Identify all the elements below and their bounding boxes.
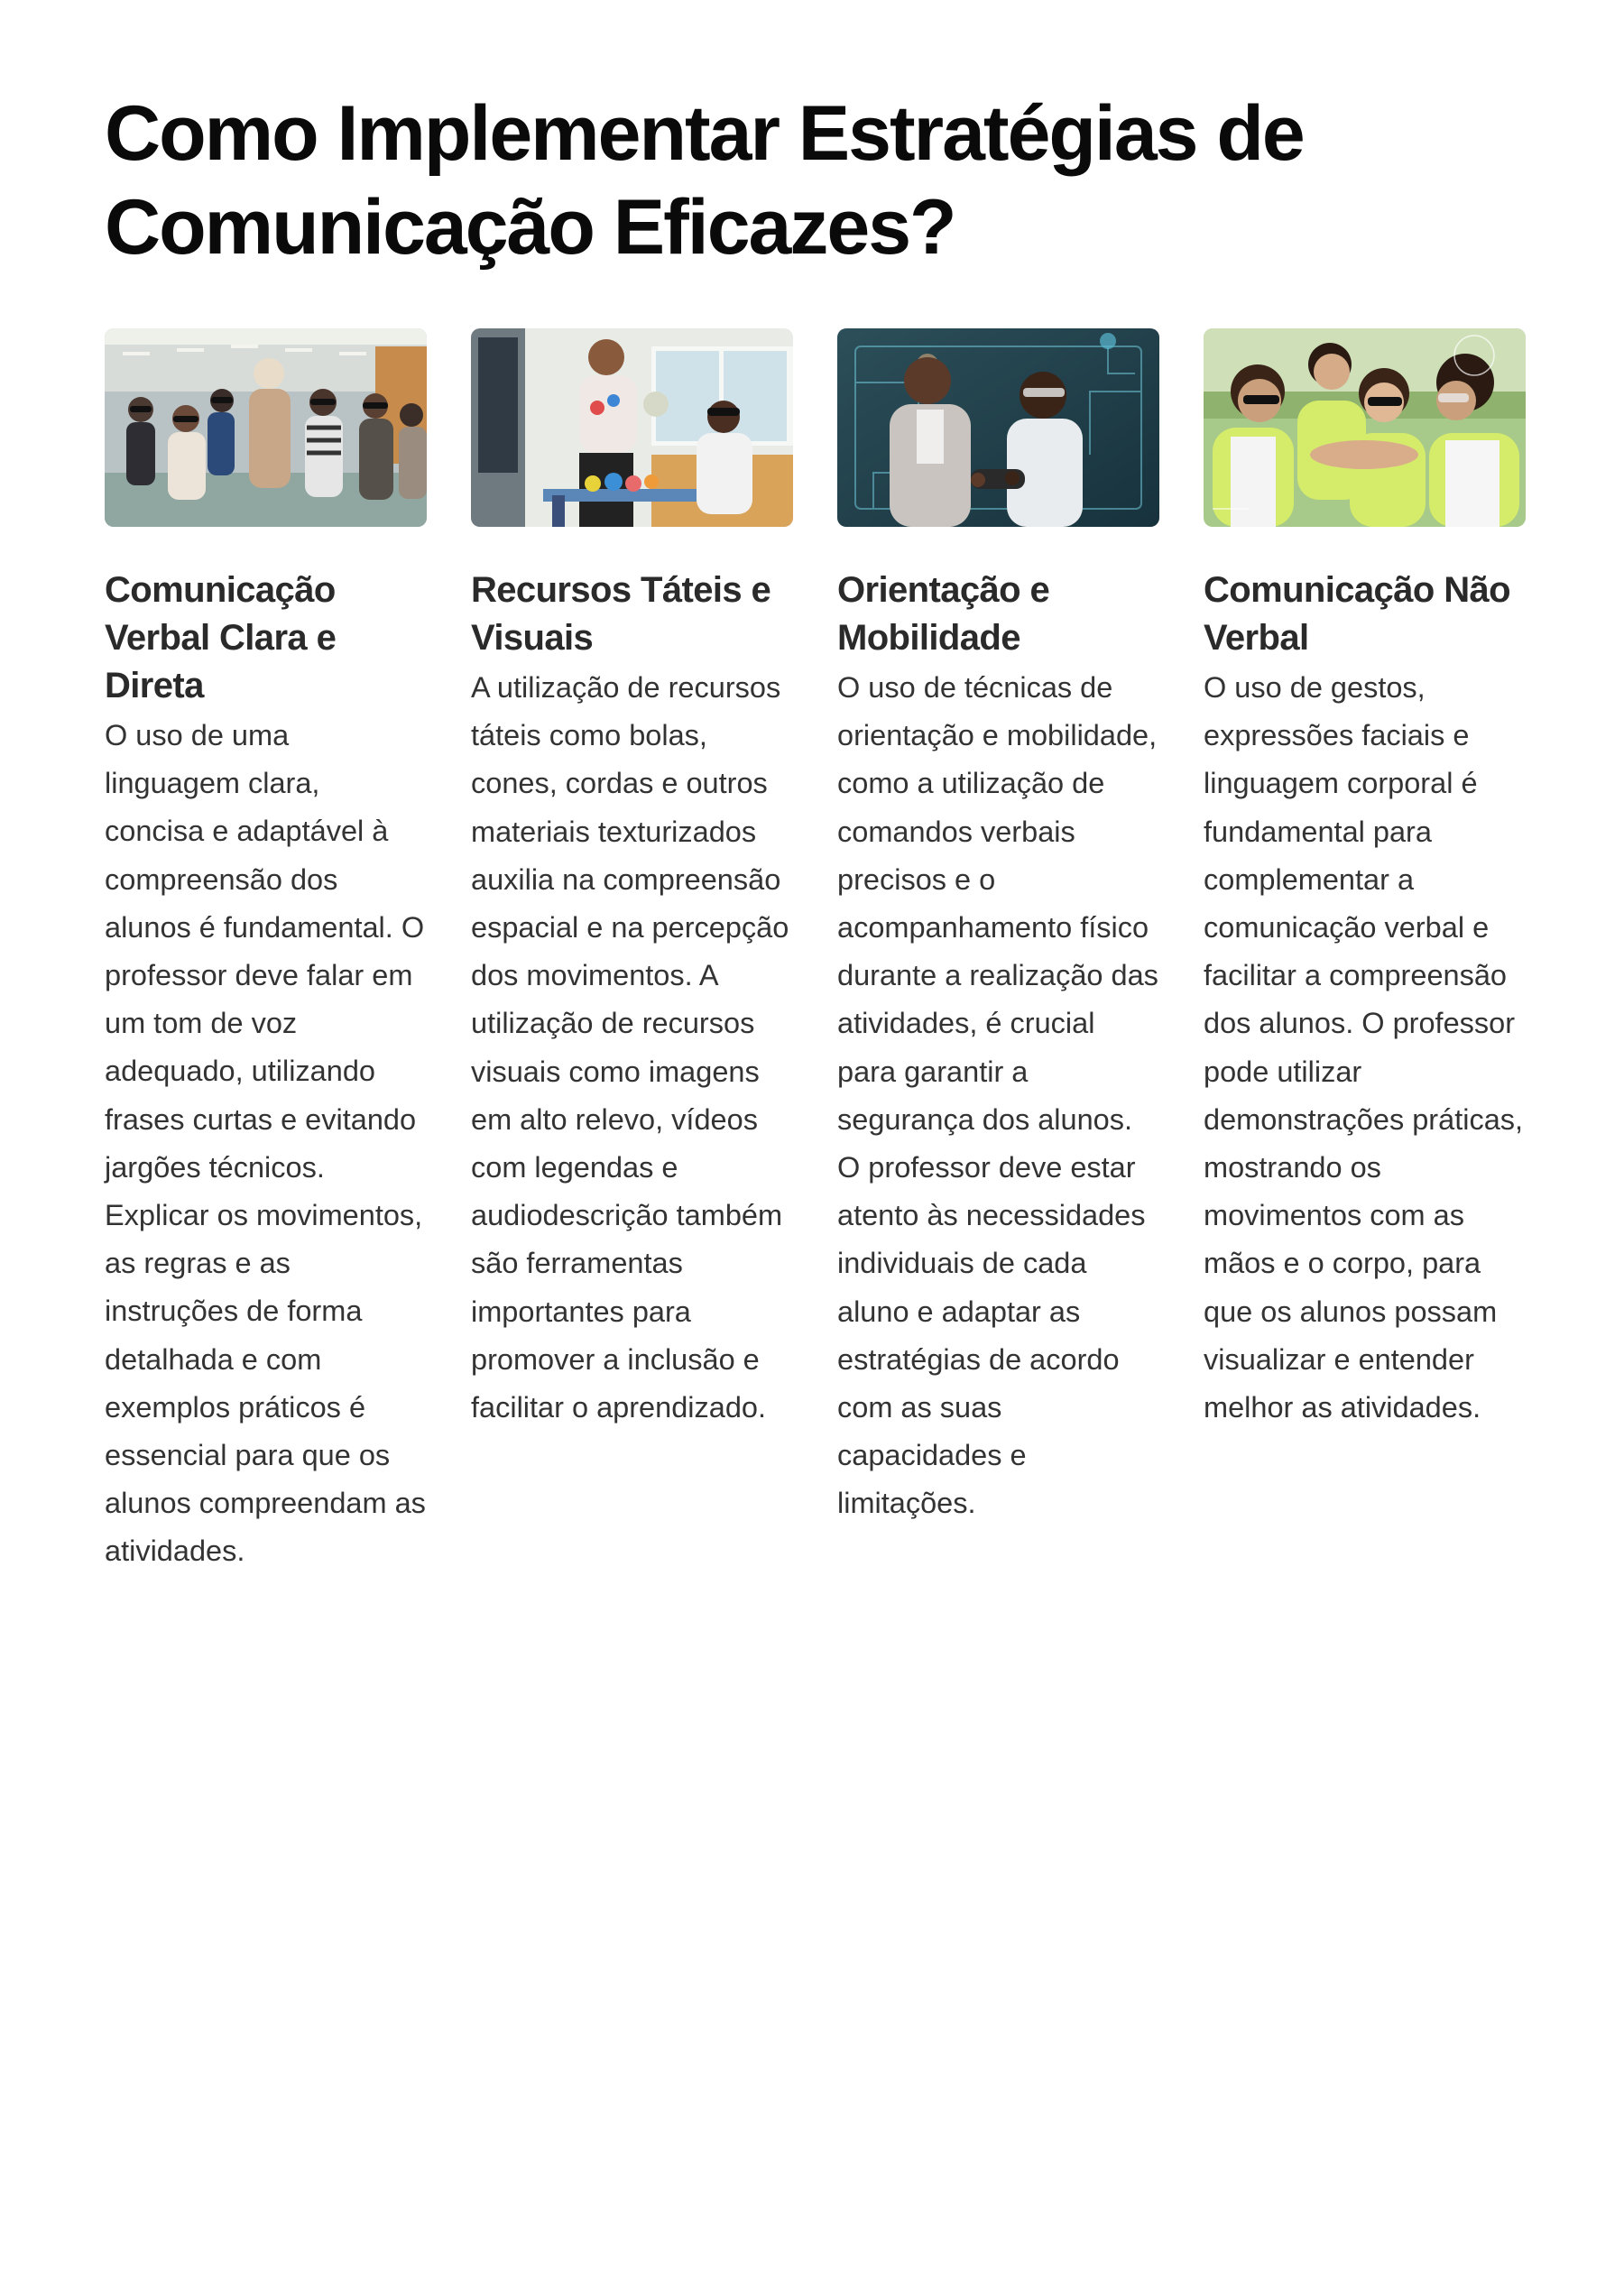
- card-text: O uso de uma linguagem clara, concisa e adaptável à compreensão dos alunos é fundamental. O professor deve falar em um tom de voz adequado, utilizando frases curtas e evitando jargões técnicos. Explicar os movimentos, as regras e as instruções de forma detalhada e com exemplos práticos é essencial para que os alunos compreendam as atividades.: [105, 719, 426, 1568]
- teacher-students-gym-photo: [105, 328, 427, 527]
- nonverbal-communication-group-photo: [1204, 328, 1526, 527]
- page-title: Como Implementar Estratégias de Comunicação Eficazes?: [105, 90, 1304, 271]
- card-title: Recursos Táteis e Visuais: [471, 570, 771, 658]
- strategy-card: [1204, 328, 1526, 1576]
- card-title: Comunicação Não Verbal: [1204, 570, 1510, 658]
- strategy-card: [105, 328, 427, 1576]
- card-title: Comunicação Verbal Clara e Direta: [105, 570, 337, 705]
- card-text: O uso de gestos, expressões faciais e linguagem corporal é fundamental para complementar a comunicação verbal e facilitar a compreensão dos alunos. O professor pode utilizar demonstrações práticas, mostrando os movimentos com as mãos e o corpo, para que os alunos possam visualizar e entender melhor as atividades.: [1204, 671, 1524, 1424]
- card-text: A utilização de recursos táteis como bolas, cones, cordas e outros materiais texturizados auxilia na compreensão espacial e na percepção dos movimentos. A utilização de recursos visuais como imagens em alto relevo, vídeos com legendas e audiodescrição também são ferramentas importantes para promover a inclusão e facilitar o aprendizado.: [471, 671, 789, 1424]
- orientation-mobility-photo: [837, 328, 1159, 527]
- card-text: O uso de técnicas de orientação e mobilidade, como a utilização de comandos verbais precisos e o acompanhamento físico durante a realização das atividades, é crucial para garantir a segurança dos alunos. O professor deve estar atento às necessidades individuais de cada aluno e adaptar as estratégias de acordo com as suas capacidades e limitações.: [837, 671, 1158, 1520]
- strategy-card: [837, 328, 1159, 1576]
- strategy-card: [471, 328, 793, 1576]
- card-title: Orientação e Mobilidade: [837, 570, 1050, 658]
- tactile-resources-classroom-photo: [471, 328, 793, 527]
- strategy-cards: [105, 328, 1534, 1576]
